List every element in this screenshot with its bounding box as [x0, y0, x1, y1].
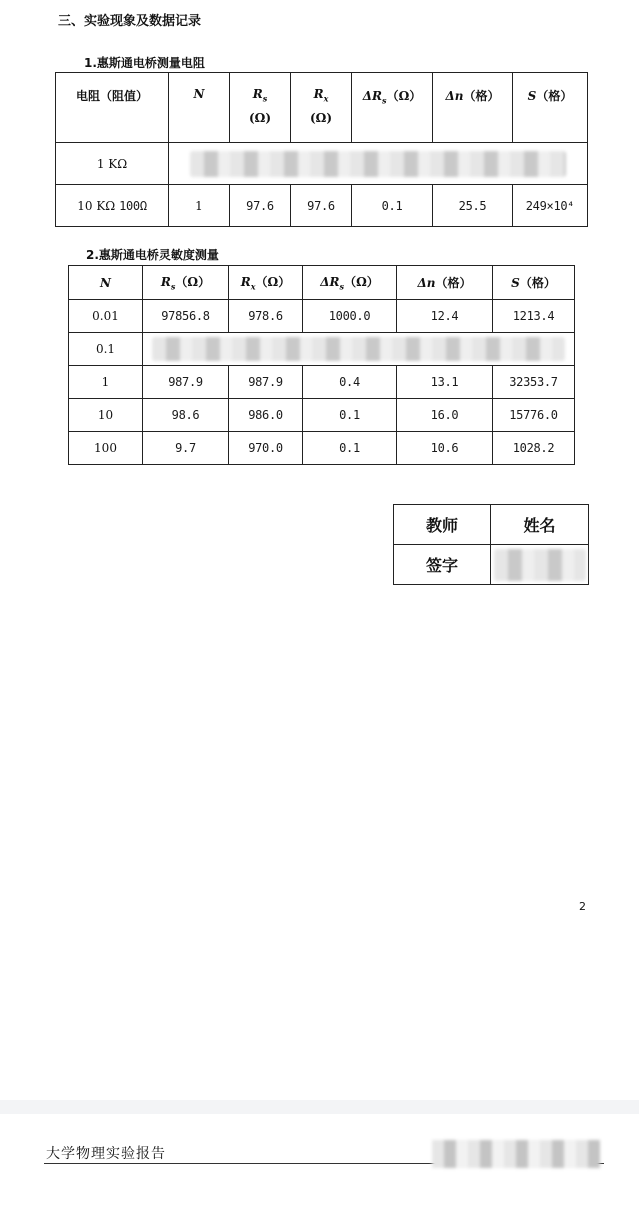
cell-rx [229, 432, 303, 465]
header-n [69, 266, 143, 300]
cell-delta-n-value: 25.5 [458, 198, 487, 213]
header-rx-symbol: R [240, 275, 251, 290]
name-label [491, 505, 589, 545]
cell-rx-value: 986.0 [248, 408, 283, 422]
cell-n [169, 185, 230, 227]
cell-rs [230, 185, 291, 227]
cell-rs-value: 9.7 [175, 441, 196, 455]
header-n-label: N [100, 275, 111, 290]
header-rx-symbol: R [313, 87, 324, 101]
header-delta-rs-symbol: ΔR [320, 275, 340, 290]
cell-n [69, 366, 143, 399]
cell-resistance [56, 185, 169, 227]
cell-rx [229, 399, 303, 432]
cell-s [493, 399, 575, 432]
cell-delta-n [397, 432, 493, 465]
header-delta-rs-unit: （Ω） [344, 275, 379, 290]
header-rx-subscript: x [250, 281, 256, 292]
cell-s [493, 432, 575, 465]
cell-s-value: 32353.7 [509, 375, 558, 389]
cell-rs-value: 97.6 [246, 198, 274, 213]
header-rs-unit: （Ω） [175, 275, 211, 290]
header-rs-subscript: s [262, 93, 268, 104]
cell-resistance-value: 10 KΩ [77, 198, 116, 213]
section-title: 三、实验现象及数据记录 [58, 14, 202, 29]
header-rs-subscript: s [170, 281, 176, 292]
cell-delta-rs [303, 300, 397, 333]
cell-resistance-value: 1 KΩ [96, 156, 128, 171]
cell-rs [143, 399, 229, 432]
cell-n [69, 300, 143, 333]
cell-delta-n [397, 300, 493, 333]
cell-n [69, 432, 143, 465]
table2-header-row [69, 266, 575, 300]
header-s [513, 73, 588, 143]
cell-n-value: 1 [195, 198, 203, 213]
header-n-label: N [193, 87, 205, 101]
redacted-cells [169, 143, 588, 185]
header-rs-symbol: R [252, 87, 263, 101]
cell-delta-rs-value: 0.1 [381, 198, 403, 213]
table2-title: 2.惠斯通电桥灵敏度测量 [86, 248, 219, 262]
cell-resistance [56, 143, 169, 185]
cell-resistance-note: 100Ω [119, 198, 147, 213]
table-row [56, 143, 588, 185]
header-rs-symbol: R [160, 275, 171, 290]
redaction-blur [190, 151, 566, 177]
table-row [69, 300, 575, 333]
cell-rx-value: 97.6 [307, 198, 335, 213]
signature-row [394, 505, 589, 545]
header-delta-n-symbol: Δn [417, 276, 436, 290]
page-number: 2 [579, 900, 586, 913]
cell-delta-rs-value: 0.4 [339, 375, 360, 389]
header-s-symbol: S [527, 89, 537, 103]
cell-n-value: 0.1 [95, 342, 116, 356]
table-row [69, 333, 575, 366]
header-resistance [56, 73, 169, 143]
cell-rs-value: 98.6 [171, 408, 200, 422]
sensitivity-measurement-table [68, 265, 575, 465]
cell-delta-rs [352, 185, 433, 227]
cell-s-value: 249×10⁴ [525, 198, 575, 213]
cell-delta-rs [303, 366, 397, 399]
header-delta-n [397, 266, 493, 300]
cell-n [69, 399, 143, 432]
header-resistance-label: 电阻（阻值） [75, 89, 148, 103]
header-delta-rs [303, 266, 397, 300]
cell-delta-n [397, 366, 493, 399]
cell-delta-rs [303, 432, 397, 465]
cell-rs-value: 97856.8 [161, 309, 210, 323]
table1-header-row [56, 73, 588, 143]
signature-field [491, 545, 589, 585]
resistance-measurement-table [55, 72, 588, 227]
header-rx-unit: (Ω) [309, 111, 333, 126]
table-row [69, 432, 575, 465]
cell-delta-n-value: 16.0 [430, 408, 459, 422]
table-row [56, 185, 588, 227]
cell-s [493, 300, 575, 333]
cell-rs [143, 432, 229, 465]
header-delta-rs-subscript: s [339, 281, 345, 292]
cell-delta-n-value: 10.6 [430, 441, 459, 455]
header-rs-unit: (Ω) [248, 111, 272, 126]
cell-delta-n-value: 12.4 [430, 309, 459, 323]
signature-row [394, 545, 589, 585]
cell-rx [229, 366, 303, 399]
header-n [169, 73, 230, 143]
redaction-blur [432, 1140, 600, 1168]
cell-delta-n [433, 185, 513, 227]
header-rx [229, 266, 303, 300]
header-s [493, 266, 575, 300]
cell-delta-rs-value: 0.1 [339, 441, 360, 455]
header-delta-rs-subscript: s [382, 95, 387, 106]
sign-label-text: 签字 [425, 556, 458, 575]
cell-rx-value: 978.6 [248, 309, 283, 323]
cell-s-value: 1213.4 [512, 309, 555, 323]
cell-rx [229, 300, 303, 333]
cell-s [513, 185, 588, 227]
table-row [69, 399, 575, 432]
header-rx [291, 73, 352, 143]
header-delta-rs-symbol: ΔR [362, 89, 383, 103]
teacher-label [394, 505, 491, 545]
signature-box [393, 504, 589, 585]
table1-title: 1.惠斯通电桥测量电阻 [84, 56, 205, 70]
header-delta-n-symbol: Δn [445, 89, 464, 103]
redaction-blur [152, 337, 566, 361]
table-row [69, 366, 575, 399]
cell-rs-value: 987.9 [168, 375, 203, 389]
header-delta-n-unit: （格） [463, 89, 500, 103]
cell-delta-rs-value: 1000.0 [328, 309, 371, 323]
cell-delta-rs [303, 399, 397, 432]
cell-n-value: 0.01 [92, 309, 119, 323]
header-delta-n-unit: （格） [435, 276, 472, 290]
cell-n-value: 100 [94, 441, 117, 455]
header-rs [230, 73, 291, 143]
page-separator [0, 1100, 639, 1114]
header-rx-unit: （Ω） [255, 275, 291, 290]
header-rx-subscript: x [323, 93, 329, 104]
header-delta-rs [352, 73, 433, 143]
header-delta-rs-unit: （Ω） [386, 89, 422, 103]
cell-delta-n [397, 399, 493, 432]
header-s-symbol: S [511, 276, 520, 290]
header-delta-n [433, 73, 513, 143]
redacted-cells [143, 333, 575, 366]
cell-s-value: 1028.2 [512, 441, 555, 455]
sign-label [394, 545, 491, 585]
footer-title: 大学物理实验报告 [46, 1146, 166, 1162]
header-s-unit: （格） [536, 89, 573, 103]
header-s-unit: （格） [519, 276, 556, 290]
cell-rx-value: 987.9 [248, 375, 283, 389]
cell-rx [291, 185, 352, 227]
cell-n-value: 1 [101, 375, 110, 389]
cell-n [69, 333, 143, 366]
name-label-text: 姓名 [523, 516, 556, 535]
cell-delta-rs-value: 0.1 [339, 408, 360, 422]
cell-s [493, 366, 575, 399]
teacher-label-text: 教师 [425, 516, 458, 535]
cell-rs [143, 366, 229, 399]
cell-n-value: 10 [97, 408, 114, 422]
header-rs [143, 266, 229, 300]
cell-rx-value: 970.0 [248, 441, 283, 455]
cell-s-value: 15776.0 [509, 408, 558, 422]
cell-rs [143, 300, 229, 333]
cell-delta-n-value: 13.1 [430, 375, 459, 389]
redaction-blur [494, 549, 586, 581]
